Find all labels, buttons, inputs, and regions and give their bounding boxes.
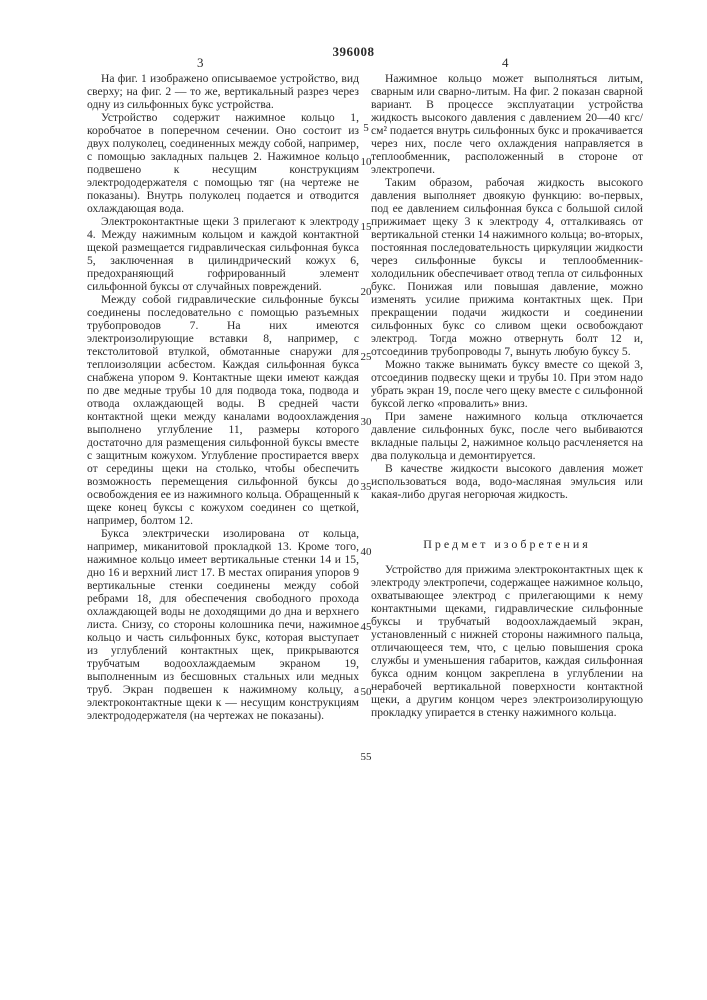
page-number-left: 3 <box>197 55 204 71</box>
line-number: 25 <box>358 351 374 363</box>
paragraph: При замене нажимного кольца отключается давление сильфонных букс, после чего выбиваются вкладные пальцы 2, нажимное кольцо расчленяется на два полукольца и демонтируется. <box>371 410 643 462</box>
paragraph: На фиг. 1 изображено описываемое устройство, вид сверху; на фиг. 2 — то же, вертикальный разрез через одну из сильфонных букс устройства. <box>87 72 359 111</box>
line-number: 15 <box>358 221 374 233</box>
left-column <box>87 72 359 722</box>
paragraph: Букса электрически изолирована от кольца, например, миканитовой прокладкой 13. Кроме того, нажимное кольцо имеет вертикальные стенки 14 и 15, дно 16 и верхний лист 17. В местах опирания упоров 9 вертикальные стенки соединены между собой ребрами 18, для обеспечения свободного прохода охлаждающей воды не доходящими до дна и верхнего листа. Снизу, со стороны колошника печи, нажимное кольцо и часть сильфонных букс, которая выступает из углублений контактных щек, прикрываются трубчатым водоохлаждаемым экраном 19, выполненным из бесшовных стальных или медных труб. Экран подвешен к нажимному кольцу, а электроконтактные щеки к — несущим конструкциям электрододержателя (на чертежах не показаны). <box>87 527 359 722</box>
line-number: 50 <box>358 686 374 698</box>
paragraph: Электроконтактные щеки 3 прилегают к электроду 4. Между нажимным кольцом и каждой контактной щекой размещается гидравлическая сильфонная букса 5, заключенная в цилиндрический кожух 6, предохраняющий гофрированный элемент сильфонной буксы от случайных повреждений. <box>87 215 359 293</box>
claims-heading: Предмет изобретения <box>371 538 643 551</box>
right-column <box>371 72 643 719</box>
paragraph: Устройство содержит нажимное кольцо 1, коробчатое в поперечном сечении. Оно состоит из двух полуколец, соединенных между собой, например, с помощью закладных пальцев 2. Нажимное кольцо подвешено к несущим конструкциям электрододержателя с помощью тяг (на чертеже не показаны). Внутрь полуколец подается и отводится охлаждающая вода. <box>87 111 359 215</box>
paragraph: Между собой гидравлические сильфонные буксы соединены последовательно с помощью разъемных трубопроводов 7. На них имеются электроизолирующие вставки 8, например, с текстолитовой втулкой, обмотанные снаружи для теплоизоляции асбестом. Каждая сильфонная букса снабжена упором 9. Контактные щеки имеют каждая по две медные трубы 10 для подвода тока, подвода и отвода охлаждающей воды. В средней части контактной щеки между каналами водоохлаждения выполнено углубление 11, размеры которого достаточно для размещения сильфонной буксы вместе с защитным кожухом. Углубление простирается вверх от середины щеки на столько, чтобы обеспечить возможность перемещения сильфонной буксы до освобождения ее из нажимного кольца. Обращенный к щеке конец буксы с кожухом соединен со щеткой, например, болтом 12. <box>87 293 359 527</box>
line-number: 20 <box>358 286 374 298</box>
paragraph: Нажимное кольцо может выполняться литым, сварным или сварно-литым. На фиг. 2 показан сварной вариант. В процессе эксплуатации устройства жидкость высокого давления с давлением 20—40 кгс/см² подается внутрь сильфонных букс и прокачивается через них, после чего охлаждения направляется в теплообменник, расположенный в стороне от электропечи. <box>371 72 643 176</box>
page-number-right: 4 <box>502 55 509 71</box>
line-number: 5 <box>358 122 374 134</box>
line-number: 45 <box>358 621 374 633</box>
paragraph: В качестве жидкости высокого давления может использоваться вода, водо-масляная эмульсия или какая-либо другая негорючая жидкость. <box>371 462 643 501</box>
paragraph: Таким образом, рабочая жидкость высокого давления выполняет двоякую функцию: во-первых, под ее давлением сильфонная букса с большой силой прижимает щеку 3 к электроду 4, отталкиваясь от вертикальной стенки 14 нажимного кольца; во-вторых, постоянная последовательность циркуляции жидкости через сильфонные буксы и теплообменник-холодильник обеспечивает отвод тепла от сильфонных букс. Понижая или повышая давление, можно изменять усилие прижима контактных щек. При прекращении подачи жидкости и соединении сильфонных букс со сливом щеки освобождают электрод. Тогда можно отвернуть болт 12 и, отсоединив трубопроводы 7, вынуть любую буксу 5. <box>371 176 643 358</box>
line-number: 40 <box>358 546 374 558</box>
claim-text: Устройство для прижима электроконтактных щек к электроду электропечи, содержащее нажимное кольцо, охватывающее электрод с прилегающими к нему контактными щеками, гидравлические сильфонные буксы и трубчатый водоохлаждаемый экран, установленный с нижней стороны нажимного пальца, отличающееся тем, что, с целью повышения срока службы и уменьшения габаритов, каждая сильфонная букса одним концом закреплена в углублении на нерабочей вертикальной поверхности контактной щеки, а другим концом через электроизолирующую прокладку упирается в стенку нажимного кольца. <box>371 563 643 719</box>
line-number: 35 <box>358 481 374 493</box>
paragraph: Можно также вынимать буксу вместе со щекой 3, отсоединив подвеску щеки и трубы 10. При этом надо убрать экран 19, после чего щеку вместе с сильфонной буксой легко «провалить» вниз. <box>371 358 643 410</box>
patent-number: 396008 <box>0 44 707 60</box>
line-number: 55 <box>358 751 374 763</box>
line-number: 30 <box>358 416 374 428</box>
line-number: 10 <box>358 156 374 168</box>
